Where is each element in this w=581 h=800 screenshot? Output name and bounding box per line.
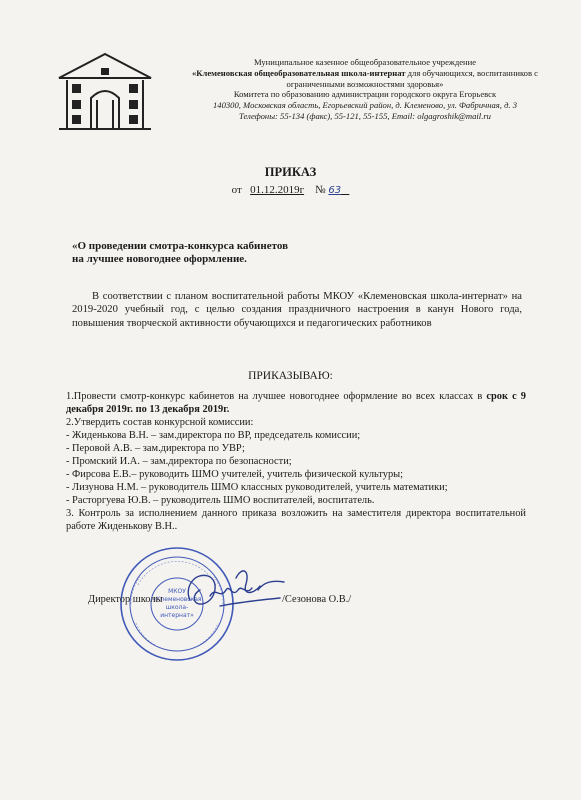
commission-member: - Промский И.А. – зам.директора по безопасности; [66, 456, 292, 467]
item-2: 2.Утвердить состав конкурсной комиссии: [66, 417, 254, 428]
school-name: «Клеменовская общеобразовательная школа-интернат [191, 67, 406, 78]
order-items [66, 390, 526, 533]
address-line: 140300, Московская область, Егорьевский район, д. Клеменово, ул. Фабричная, д. 3 [212, 100, 518, 111]
order-number: 63 [328, 185, 342, 196]
item-1 [66, 390, 526, 416]
organization-header [175, 57, 555, 122]
order-word: ПРИКАЗЫВАЮ: [248, 370, 333, 382]
order-date: 01.12.2019г [250, 184, 305, 196]
committee-line: Комитета по образованию администрации городского округа Егорьевск [233, 89, 497, 100]
item-3: 3. Контроль за исполнением данного приказа возложить на заместителя директора воспитательной работе Жиденькову В.Н.. [66, 508, 526, 532]
date-line [0, 184, 581, 196]
director-label: Директор школы [88, 594, 163, 605]
school-building-logo [55, 50, 155, 132]
commission-member: - Перовой А.В. – зам.директора по УВР; [66, 443, 245, 454]
commission-member: - Расторгуева Ю.В. – руководитель ШМО воспитателей, воспитатель. [66, 495, 375, 506]
stamp-text: «Клеменовская [152, 596, 202, 603]
document-title: ПРИКАЗ [264, 165, 317, 179]
school-name-line [175, 68, 555, 79]
commission-member: - Фирсова Е.В.– руководить ШМО учителей, учитель физической культуры; [66, 469, 404, 480]
signer-name: /Сезонова О.В./ [282, 594, 352, 605]
phones-line: Телефоны: 55-134 (факс), 55-121, 55-155, Email: olgagroshik@mail.ru [239, 110, 491, 121]
stamp-text: школа- [165, 604, 189, 611]
date-prefix: от [231, 184, 242, 196]
item-1-dates: срок с 9 декабря 2019г. по 13 декабря 2019г. [66, 391, 526, 415]
order-subject [72, 240, 288, 266]
org-line: Муниципальное казенное общеобразовательное учреждение [253, 57, 477, 67]
school-name-rest: для обучающихся, воспитанников с [405, 67, 539, 78]
stamp-text: интернат» [160, 612, 194, 619]
commission-member: - Лизунова Н.М. – руководитель ШМО классных руководителей, учитель математики; [66, 482, 448, 493]
number-prefix: № [315, 184, 326, 196]
commission-member: - Жиденькова В.Н. – зам.директора по ВР, председатель комиссии; [66, 430, 361, 441]
director-signature [180, 560, 290, 620]
stamp-text: МКОУ [168, 588, 186, 595]
subject-line: «О проведении смотра-конкурса кабинетов [72, 240, 289, 252]
intro-paragraph: В соответствии с планом воспитательной работы МКОУ «Клеменовская школа-интернат» на 2019-2020 учебный год, с целью создания праздничного настроения в канун Нового года, повышения творческой активности обучающихся и педагогических работников [72, 291, 522, 329]
subject-line: на лучшее новогоднее оформление. [72, 253, 247, 265]
org-line: ограниченными возможностями здоровья» [286, 78, 444, 89]
item-1-text: 1.Провести смотр-конкурс кабинетов на лучшее новогоднее оформление во всех классах в [66, 391, 483, 402]
